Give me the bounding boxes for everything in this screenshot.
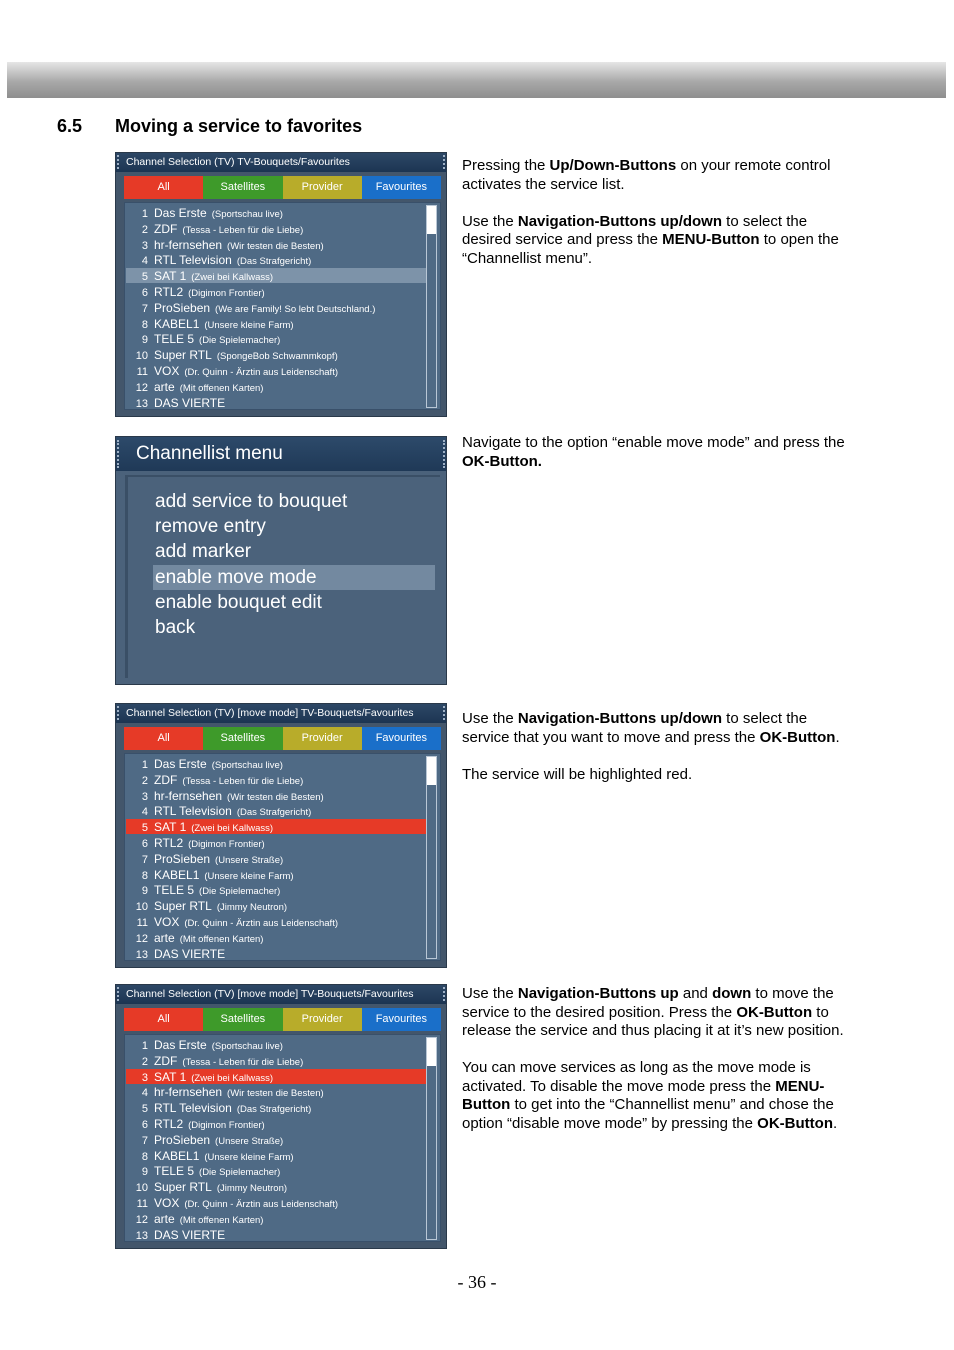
instruction-block-1 — [462, 157, 846, 287]
channel-row[interactable] — [126, 898, 426, 913]
programme-title: (Jimmy Neutron) — [216, 902, 288, 914]
channel-name: DAS VIERTE — [154, 395, 226, 410]
channel-row[interactable] — [126, 756, 426, 771]
channel-number: 2 — [141, 223, 148, 236]
text-run: . — [832, 1114, 838, 1132]
bold-text: OK-Button — [736, 1003, 813, 1021]
channel-row[interactable] — [126, 882, 426, 897]
programme-title: (Digimon Frontier) — [188, 839, 265, 850]
channel-name: Das Erste — [154, 1038, 207, 1052]
programme-title: (Tessa - Leben für die Liebe) — [182, 775, 304, 787]
channel-row[interactable] — [126, 237, 426, 252]
programme-title: (Die Spielemacher) — [199, 1167, 281, 1179]
channel-number: 3 — [141, 790, 148, 803]
channel-number: 10 — [135, 350, 148, 363]
text-run: Use the — [462, 985, 518, 1002]
channel-name: DAS VIERTE — [154, 1227, 226, 1242]
tab-provider[interactable]: Provider — [283, 176, 362, 199]
channel-number: 9 — [141, 1166, 148, 1179]
corner-ornament-icon — [117, 706, 124, 720]
programme-title: (Das Strafgericht) — [236, 256, 312, 268]
instruction-block-2 — [462, 434, 846, 490]
channel-selection-screen-3 — [115, 984, 447, 1249]
filter-tabs — [124, 1008, 441, 1031]
channel-name: TELE 5 — [154, 332, 195, 347]
channel-row[interactable] — [126, 930, 426, 945]
tab-satellites[interactable]: Satellites — [203, 176, 282, 199]
menu-item-add-marker[interactable]: add marker — [155, 541, 252, 562]
paragraph — [462, 710, 846, 747]
bold-text: down — [712, 985, 752, 1002]
channel-name: ProSieben — [154, 300, 211, 315]
channel-row[interactable] — [126, 1069, 426, 1084]
channel-number: 1 — [141, 208, 148, 220]
channel-number: 6 — [141, 1119, 148, 1131]
channel-name: Super RTL — [154, 1180, 212, 1195]
page-number: - 36 - — [457, 1272, 497, 1292]
channel-row[interactable] — [126, 316, 426, 331]
channel-row[interactable] — [126, 395, 426, 410]
channel-number: 13 — [135, 948, 148, 961]
text-run: Use the — [462, 710, 518, 727]
menu-item-add-service-to-bouquet[interactable]: add service to bouquet — [155, 491, 348, 512]
channel-name: RTL2 — [154, 285, 184, 299]
scrollbar[interactable] — [426, 1037, 437, 1240]
channel-number: 5 — [141, 822, 148, 835]
channel-name: hr-fernsehen — [154, 237, 223, 252]
programme-title: (We are Family! So lebt Deutschland.) — [215, 303, 376, 315]
channel-row[interactable] — [126, 851, 426, 866]
menu-title: Channellist menu — [116, 437, 446, 471]
programme-title: (Sportschau live) — [211, 1041, 283, 1052]
channel-name: Super RTL — [154, 899, 212, 914]
channel-row[interactable] — [126, 835, 426, 850]
channel-row[interactable] — [126, 1211, 426, 1226]
channel-row[interactable] — [126, 788, 426, 803]
programme-title: (SpongeBob Schwammkopf) — [216, 351, 338, 363]
programme-title: (Wir testen die Besten) — [227, 1088, 324, 1100]
bold-text: MENU-Button — [462, 1077, 825, 1113]
scrollbar-thumb[interactable] — [427, 1038, 436, 1066]
channel-name: ZDF — [154, 221, 178, 236]
programme-title: (Tessa - Leben für die Liebe) — [182, 224, 304, 236]
paragraph — [462, 1059, 846, 1133]
channel-name: TELE 5 — [154, 883, 195, 898]
channel-row[interactable] — [126, 379, 426, 394]
channel-number: 1 — [141, 759, 148, 771]
programme-title: (Das Strafgericht) — [236, 807, 312, 819]
text-run: Use the — [462, 212, 518, 230]
channel-number: 13 — [135, 1229, 148, 1242]
instruction-block-3 — [462, 710, 846, 803]
tab-provider[interactable]: Provider — [283, 727, 362, 750]
channel-row[interactable] — [126, 914, 426, 929]
channel-number: 12 — [135, 1213, 148, 1226]
programme-title: (Unsere kleine Farm) — [204, 870, 294, 882]
channel-number: 6 — [141, 838, 148, 850]
channel-number: 10 — [135, 901, 148, 914]
programme-title: (Jimmy Neutron) — [216, 1183, 288, 1195]
channel-number: 7 — [141, 1134, 148, 1147]
programme-title: (Das Strafgericht) — [236, 1104, 312, 1116]
text-run: to get into the “Channellist menu” and chose the option “disable move mode” by pressing the — [462, 1096, 834, 1132]
channel-row[interactable] — [126, 347, 426, 362]
channel-name: RTL Television — [154, 253, 232, 268]
bold-text: OK-Button — [759, 728, 836, 746]
paragraph — [462, 434, 846, 471]
channel-number: 3 — [141, 1071, 148, 1084]
bold-text: Navigation-Buttons up/down — [517, 710, 723, 727]
channel-number: 6 — [141, 287, 148, 299]
channel-name: VOX — [154, 364, 180, 378]
programme-title: (Tessa - Leben für die Liebe) — [182, 1056, 304, 1068]
channel-name: hr-fernsehen — [154, 788, 223, 803]
channel-number: 1 — [141, 1040, 148, 1052]
programme-title: (Unsere kleine Farm) — [204, 1151, 294, 1163]
channel-name: Das Erste — [154, 206, 207, 220]
programme-title: (Unsere Straße) — [215, 1135, 284, 1147]
bold-text: Up/Down-Buttons — [549, 157, 677, 174]
programme-title: (Zwei bei Kallwass) — [191, 272, 274, 284]
channel-number: 5 — [141, 1103, 148, 1116]
tab-provider[interactable]: Provider — [283, 1008, 362, 1031]
channel-row[interactable] — [126, 1132, 426, 1147]
header-bar — [7, 62, 946, 98]
channel-row[interactable] — [126, 331, 426, 346]
tab-all[interactable]: All — [124, 176, 203, 199]
channel-number: 11 — [136, 1198, 148, 1210]
programme-title: (Unsere kleine Farm) — [204, 319, 294, 331]
programme-title: (Die Spielemacher) — [199, 335, 281, 347]
channel-selection-screen-1 — [115, 152, 447, 417]
channel-row[interactable] — [126, 1084, 426, 1099]
instruction-block-4 — [462, 985, 846, 1152]
channel-name: KABEL1 — [154, 316, 200, 331]
text-run: to select the desired service and press the — [462, 212, 808, 248]
programme-title: (Wir testen die Besten) — [227, 791, 324, 803]
programme-title: (Zwei bei Kallwass) — [191, 1072, 274, 1084]
channel-row[interactable] — [126, 1037, 426, 1052]
bold-text: MENU-Button — [662, 231, 760, 248]
programme-title: (Dr. Quinn - Ärztin aus Leidenschaft) — [184, 918, 338, 929]
channel-row[interactable] — [126, 1195, 426, 1210]
menu-item-enable-move-mode[interactable]: enable move mode — [153, 565, 435, 590]
text-run: The service will be highlighted red. — [462, 765, 693, 783]
channel-number: 2 — [141, 1055, 148, 1068]
menu-item-enable-bouquet-edit[interactable]: enable bouquet edit — [155, 592, 322, 613]
tab-satellites[interactable]: Satellites — [203, 1008, 282, 1031]
channel-number: 11 — [136, 917, 148, 929]
text-run: and — [678, 985, 713, 1002]
programme-title: (Sportschau live) — [211, 209, 283, 220]
channel-row[interactable] — [126, 1053, 426, 1068]
corner-ornament-icon — [438, 155, 445, 169]
paragraph — [462, 985, 846, 1041]
channel-number: 12 — [135, 932, 148, 945]
scrollbar[interactable] — [426, 756, 437, 959]
channel-row[interactable] — [126, 867, 426, 882]
channel-number: 3 — [141, 239, 148, 252]
text-run: on your remote control activates the service list. — [462, 157, 831, 193]
channel-name: RTL2 — [154, 836, 184, 850]
channel-row[interactable] — [126, 1163, 426, 1178]
scrollbar-thumb[interactable] — [427, 757, 436, 785]
programme-title: (Dr. Quinn - Ärztin aus Leidenschaft) — [184, 1199, 338, 1210]
channel-name: KABEL1 — [154, 1148, 200, 1163]
tab-favourites[interactable]: Favourites — [362, 727, 441, 750]
text-run: . — [835, 728, 840, 746]
channel-name: ProSieben — [154, 1132, 211, 1147]
channel-name: TELE 5 — [154, 1164, 195, 1179]
programme-title: (Wir testen die Besten) — [227, 240, 324, 252]
channel-row[interactable] — [126, 803, 426, 818]
channel-name: ProSieben — [154, 851, 211, 866]
corner-ornament-icon — [117, 155, 124, 169]
text-run: You can move services as long as the move mode is activated. To disable the move mode press the — [462, 1059, 811, 1095]
service-list — [124, 1034, 441, 1242]
channel-number: 7 — [141, 302, 148, 315]
channel-name: Das Erste — [154, 757, 207, 771]
channel-row[interactable] — [126, 205, 426, 220]
channel-number: 8 — [141, 318, 148, 331]
corner-ornament-icon — [438, 440, 445, 468]
screen-title: Channel Selection (TV) TV-Bouquets/Favourites — [116, 153, 446, 172]
programme-title: (Dr. Quinn - Ärztin aus Leidenschaft) — [184, 367, 338, 378]
channel-row[interactable] — [126, 1227, 426, 1242]
screen-title: Channel Selection (TV) [move mode] TV-Bouquets/Favourites — [116, 985, 446, 1004]
filter-tabs — [124, 176, 441, 199]
programme-title: (Digimon Frontier) — [188, 1120, 265, 1131]
channel-row[interactable] — [126, 284, 426, 299]
channel-name: Super RTL — [154, 348, 212, 363]
corner-ornament-icon — [438, 706, 445, 720]
section-number: 6.5 — [57, 116, 83, 136]
text-run: Pressing the — [462, 157, 550, 174]
service-list — [124, 753, 441, 961]
scrollbar[interactable] — [426, 205, 437, 408]
channel-row[interactable] — [126, 1116, 426, 1131]
channel-row[interactable] — [126, 819, 426, 834]
channel-number: 8 — [141, 869, 148, 882]
channel-name: VOX — [154, 1196, 180, 1210]
programme-title: (Mit offenen Karten) — [179, 1214, 264, 1226]
channel-name: RTL Television — [154, 804, 232, 819]
channel-number: 4 — [141, 255, 148, 268]
channel-name: arte — [154, 379, 175, 394]
channel-selection-screen-2 — [115, 703, 447, 968]
channellist-menu-screen — [115, 436, 447, 685]
channel-number: 9 — [141, 885, 148, 898]
tab-all[interactable]: All — [124, 1008, 203, 1031]
channel-name: SAT 1 — [154, 1069, 187, 1084]
tab-favourites[interactable]: Favourites — [362, 1008, 441, 1031]
tab-all[interactable]: All — [124, 727, 203, 750]
programme-title: (Digimon Frontier) — [188, 288, 265, 299]
channel-number: 5 — [141, 271, 148, 284]
channel-name: hr-fernsehen — [154, 1085, 223, 1100]
corner-ornament-icon — [117, 440, 124, 468]
channel-row[interactable] — [126, 252, 426, 267]
channel-number: 7 — [141, 853, 148, 866]
tab-satellites[interactable]: Satellites — [203, 727, 282, 750]
paragraph — [462, 157, 846, 194]
channel-number: 4 — [141, 1087, 148, 1100]
channel-row[interactable] — [126, 946, 426, 961]
text-run: to move the service to the desired position. Press the — [462, 985, 834, 1021]
channel-number: 10 — [135, 1182, 148, 1195]
channel-row[interactable] — [126, 1148, 426, 1163]
menu-item-remove-entry[interactable]: remove entry — [155, 516, 266, 537]
channel-number: 11 — [136, 366, 148, 378]
channel-row[interactable] — [126, 268, 426, 283]
channel-row[interactable] — [126, 1179, 426, 1194]
channel-number: 8 — [141, 1150, 148, 1163]
programme-title: (Unsere Straße) — [215, 854, 284, 866]
bold-text: OK-Button. — [462, 452, 542, 470]
bold-text: Navigation-Buttons up/down — [517, 212, 723, 230]
channel-number: 2 — [141, 774, 148, 787]
channel-row[interactable] — [126, 363, 426, 378]
text-run: to open the “Channellist menu”. — [462, 231, 839, 267]
programme-title: (Sportschau live) — [211, 760, 283, 771]
text-run: to select the service that you want to move and press the — [462, 710, 808, 746]
section-title: Moving a service to favorites — [115, 116, 363, 136]
filter-tabs — [124, 727, 441, 750]
menu-item-back[interactable]: back — [155, 617, 196, 638]
channel-name: ZDF — [154, 1053, 178, 1068]
screen-title: Channel Selection (TV) [move mode] TV-Bouquets/Favourites — [116, 704, 446, 723]
channel-name: arte — [154, 1211, 175, 1226]
channel-name: arte — [154, 930, 175, 945]
corner-ornament-icon — [438, 987, 445, 1001]
text-run: to release the service and thus placing it at it’s new position. — [462, 1003, 844, 1039]
channel-name: KABEL1 — [154, 867, 200, 882]
channel-number: 12 — [135, 381, 148, 394]
channel-row[interactable] — [126, 300, 426, 315]
tab-favourites[interactable]: Favourites — [362, 176, 441, 199]
channel-number: 13 — [135, 397, 148, 410]
programme-title: (Mit offenen Karten) — [179, 933, 264, 945]
paragraph — [462, 766, 846, 785]
programme-title: (Zwei bei Kallwass) — [191, 823, 274, 835]
bold-text: OK-Button — [757, 1114, 833, 1132]
channel-name: SAT 1 — [154, 269, 187, 284]
channel-row[interactable] — [126, 1100, 426, 1115]
menu-body — [125, 475, 440, 678]
channel-number: 4 — [141, 806, 148, 819]
paragraph — [462, 213, 846, 269]
channel-row[interactable] — [126, 221, 426, 236]
channel-name: RTL2 — [154, 1117, 184, 1131]
channel-number: 9 — [141, 334, 148, 347]
channel-name: ZDF — [154, 772, 178, 787]
programme-title: (Mit offenen Karten) — [179, 382, 264, 394]
channel-name: VOX — [154, 915, 180, 929]
channel-name: SAT 1 — [154, 820, 187, 835]
programme-title: (Die Spielemacher) — [199, 886, 281, 898]
section-heading — [57, 116, 362, 137]
channel-name: DAS VIERTE — [154, 946, 226, 961]
scrollbar-thumb[interactable] — [427, 206, 436, 234]
text-run: Navigate to the option “enable move mode” and press the — [462, 434, 845, 451]
bold-text: Navigation-Buttons up — [517, 985, 679, 1002]
channel-name: RTL Television — [154, 1101, 232, 1116]
channel-row[interactable] — [126, 772, 426, 787]
corner-ornament-icon — [117, 987, 124, 1001]
service-list — [124, 202, 441, 410]
